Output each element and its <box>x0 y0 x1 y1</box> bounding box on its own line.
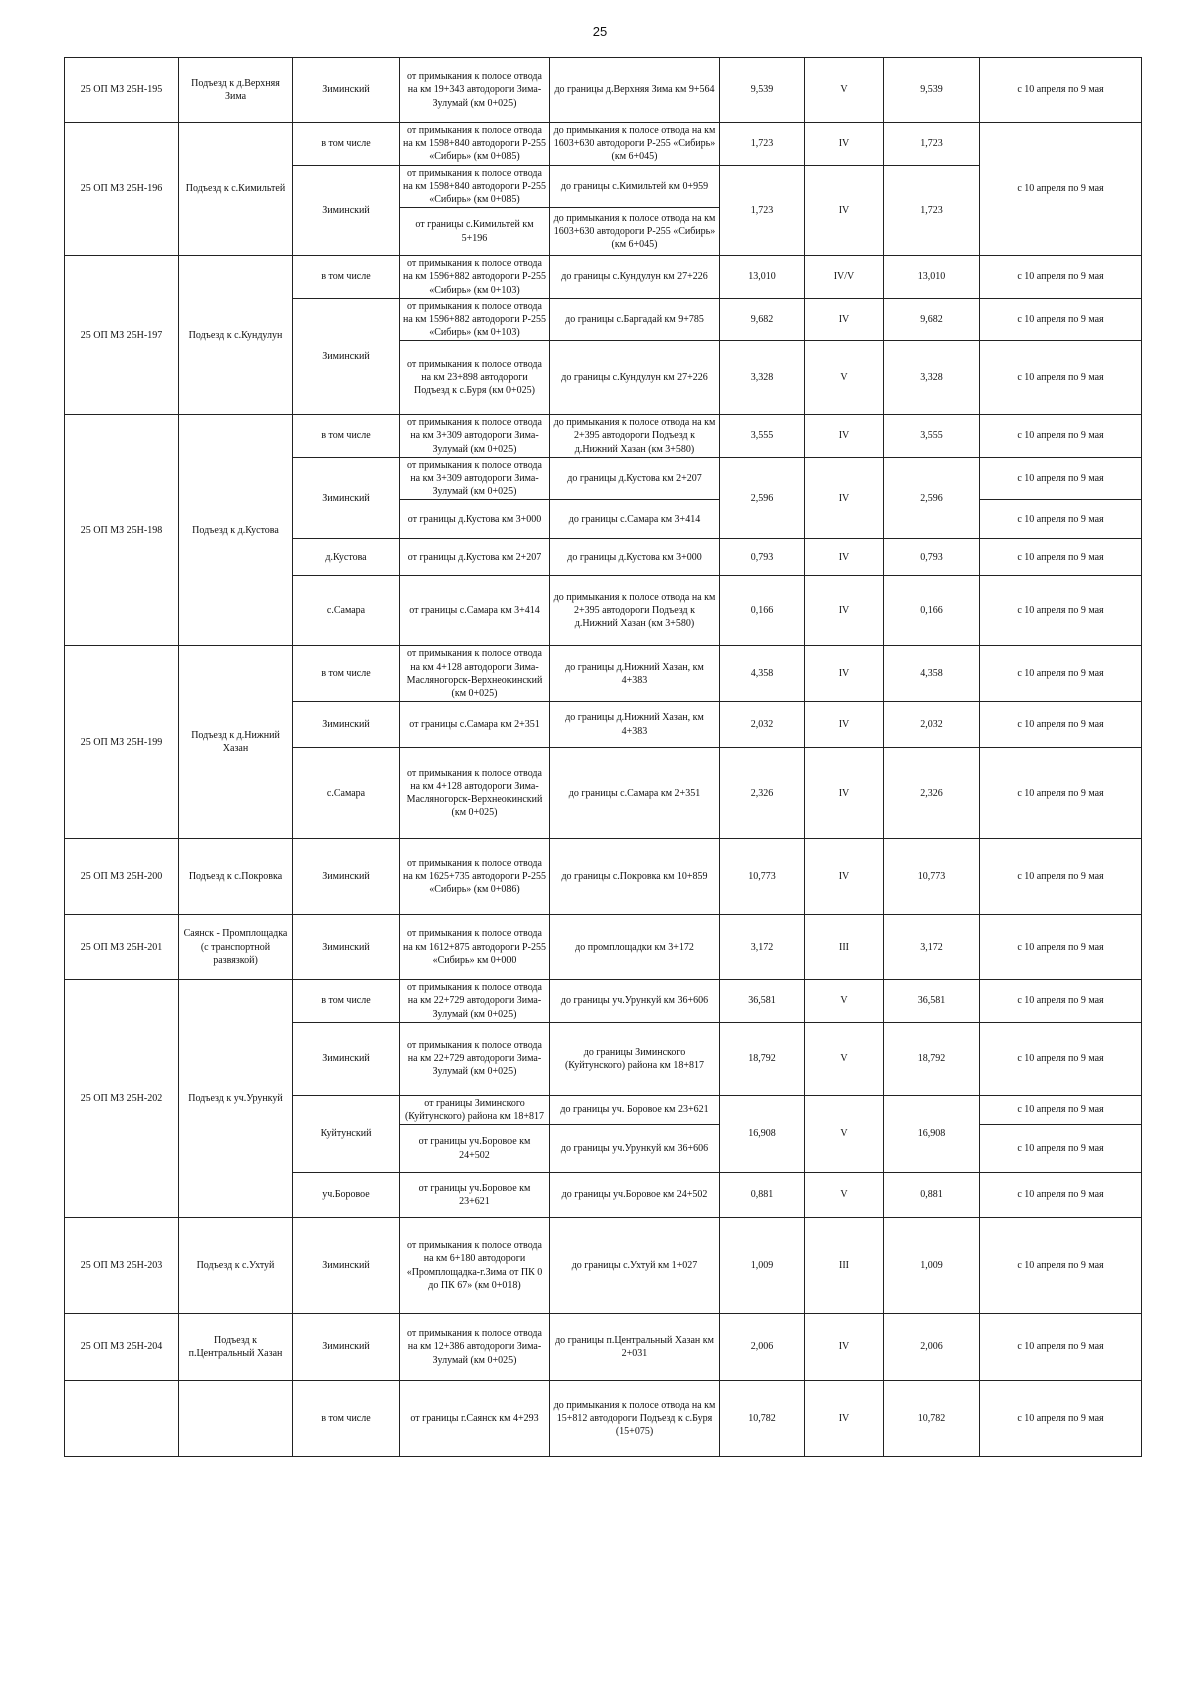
table-cell: в том числе <box>293 415 400 458</box>
table-cell: с 10 апреля по 9 мая <box>980 1381 1142 1457</box>
table-cell: от примыкания к полосе отвода на км 22+729 автодороги Зима-Зулумай (км 0+025) <box>400 1022 550 1095</box>
table-cell: Куйтунский <box>293 1095 400 1172</box>
table-cell: с.Самара <box>293 748 400 839</box>
table-cell: с 10 апреля по 9 мая <box>980 341 1142 415</box>
page-number: 25 <box>592 24 608 39</box>
table-cell: до границы уч.Урункуй км 36+606 <box>550 980 720 1023</box>
table-cell: 3,328 <box>884 341 980 415</box>
table-cell: Подъезд к с.Кимильтей <box>179 123 293 256</box>
table-cell <box>65 1381 179 1457</box>
table-cell: 4,358 <box>884 646 980 702</box>
table-cell: от примыкания к полосе отвода на км 4+128 автодороги Зима-Масляногорск-Верхнеокинский (км 0+025) <box>400 646 550 702</box>
table-cell: 0,166 <box>720 576 805 646</box>
table-cell: 2,032 <box>884 702 980 748</box>
table-cell: 1,009 <box>884 1218 980 1314</box>
table-cell: 0,793 <box>884 539 980 576</box>
table-cell: 1,723 <box>884 123 980 166</box>
table-cell: в том числе <box>293 123 400 166</box>
table-cell: 2,326 <box>720 748 805 839</box>
table-cell: с 10 апреля по 9 мая <box>980 1173 1142 1218</box>
table-cell: до границы с.Кундулун км 27+226 <box>550 256 720 299</box>
table-cell: с 10 апреля по 9 мая <box>980 123 1142 256</box>
table-cell: 2,596 <box>884 457 980 539</box>
table-cell: IV <box>805 839 884 915</box>
table-row <box>65 1314 1142 1381</box>
table-row <box>65 915 1142 980</box>
table-cell: Зиминский <box>293 58 400 123</box>
table-cell: 0,881 <box>720 1173 805 1218</box>
table-cell: Зиминский <box>293 915 400 980</box>
table-cell: от примыкания к полосе отвода на км 1596+882 автодороги Р-255 «Сибирь» (км 0+103) <box>400 256 550 299</box>
table-cell: IV <box>805 1381 884 1457</box>
table-cell: 2,006 <box>884 1314 980 1381</box>
table-cell: до границы с.Баргадай км 9+785 <box>550 298 720 341</box>
table-cell: до границы д.Кустова км 3+000 <box>550 539 720 576</box>
table-cell: IV/V <box>805 256 884 299</box>
table-cell: с 10 апреля по 9 мая <box>980 1022 1142 1095</box>
table-cell: 13,010 <box>720 256 805 299</box>
table-cell: уч.Боровое <box>293 1173 400 1218</box>
table-cell: до примыкания к полосе отвода на км 2+395 автодороги Подъезд к д.Нижний Хазан (км 3+580) <box>550 576 720 646</box>
table-cell: Подъезд к п.Центральный Хазан <box>179 1314 293 1381</box>
table-cell: от примыкания к полосе отвода на км 19+343 автодороги Зима-Зулумай (км 0+025) <box>400 58 550 123</box>
table-cell: 25 ОП МЗ 25Н-195 <box>65 58 179 123</box>
table-cell: до примыкания к полосе отвода на км 1603+630 автодороги Р-255 «Сибирь» (км 6+045) <box>550 208 720 256</box>
table-cell: 18,792 <box>720 1022 805 1095</box>
table-cell: 0,166 <box>884 576 980 646</box>
table-cell: до границы уч.Урункуй км 36+606 <box>550 1125 720 1173</box>
table-cell: 1,009 <box>720 1218 805 1314</box>
table-cell: 13,010 <box>884 256 980 299</box>
table-cell: до примыкания к полосе отвода на км 2+395 автодороги Подъезд к д.Нижний Хазан (км 3+580) <box>550 415 720 458</box>
table-cell: Зиминский <box>293 457 400 539</box>
table-cell: 1,723 <box>884 165 980 256</box>
table-cell: до границы с.Самара км 2+351 <box>550 748 720 839</box>
table-cell: в том числе <box>293 256 400 299</box>
table-body <box>65 58 1142 1457</box>
table-cell: 36,581 <box>720 980 805 1023</box>
table-cell: с 10 апреля по 9 мая <box>980 702 1142 748</box>
table-cell: до границы д.Нижний Хазан, км 4+383 <box>550 702 720 748</box>
table-cell: Подъезд к с.Ухтуй <box>179 1218 293 1314</box>
table-cell: 25 ОП МЗ 25Н-202 <box>65 980 179 1218</box>
table-cell: 9,682 <box>720 298 805 341</box>
table-cell: 2,032 <box>720 702 805 748</box>
table-row <box>65 123 1142 166</box>
table-cell: Подъезд к с.Кундулун <box>179 256 293 415</box>
table-cell: Подъезд к уч.Урункуй <box>179 980 293 1218</box>
table-cell: до границы д.Кустова км 2+207 <box>550 457 720 500</box>
table-cell: с 10 апреля по 9 мая <box>980 1095 1142 1124</box>
table-row <box>65 839 1142 915</box>
table-cell: 3,555 <box>720 415 805 458</box>
table-cell: 2,596 <box>720 457 805 539</box>
table-cell: до границы Зиминского (Куйтунского) района км 18+817 <box>550 1022 720 1095</box>
table-cell: 25 ОП МЗ 25Н-200 <box>65 839 179 915</box>
table-cell: от границы Зиминского (Куйтунского) района км 18+817 <box>400 1095 550 1124</box>
table-cell: 1,723 <box>720 123 805 166</box>
table-cell: V <box>805 1173 884 1218</box>
table-cell: от примыкания к полосе отвода на км 1598+840 автодороги Р-255 «Сибирь» (км 0+085) <box>400 123 550 166</box>
table-cell: до границы с.Самара км 3+414 <box>550 500 720 539</box>
table-cell: с 10 апреля по 9 мая <box>980 1218 1142 1314</box>
table-cell: IV <box>805 539 884 576</box>
table-cell: 25 ОП МЗ 25Н-201 <box>65 915 179 980</box>
table-cell: Подъезд к д.Нижний Хазан <box>179 646 293 839</box>
table-cell: от границы г.Саянск км 4+293 <box>400 1381 550 1457</box>
table-cell: от границы д.Кустова км 3+000 <box>400 500 550 539</box>
table-cell: 10,782 <box>720 1381 805 1457</box>
table-row <box>65 980 1142 1023</box>
table-cell: с 10 апреля по 9 мая <box>980 980 1142 1023</box>
table-cell: IV <box>805 298 884 341</box>
table-cell: Зиминский <box>293 1022 400 1095</box>
table-cell: 10,773 <box>720 839 805 915</box>
table-cell: с 10 апреля по 9 мая <box>980 748 1142 839</box>
table-cell: от границы с.Кимильтей км 5+196 <box>400 208 550 256</box>
table-row <box>65 1218 1142 1314</box>
table-cell: 16,908 <box>720 1095 805 1172</box>
table-cell: с 10 апреля по 9 мая <box>980 457 1142 500</box>
table-cell: 25 ОП МЗ 25Н-199 <box>65 646 179 839</box>
table-cell: до границы с.Кимильтей км 0+959 <box>550 165 720 208</box>
table-cell: Подъезд к д.Кустова <box>179 415 293 646</box>
table-cell: Зиминский <box>293 1314 400 1381</box>
table-cell: Зиминский <box>293 165 400 256</box>
table-cell: 25 ОП МЗ 25Н-203 <box>65 1218 179 1314</box>
table-cell: с.Самара <box>293 576 400 646</box>
table-row <box>65 1381 1142 1457</box>
table-row <box>65 646 1142 702</box>
table-cell: от примыкания к полосе отвода на км 23+898 автодороги Подъезд к с.Буря (км 0+025) <box>400 341 550 415</box>
table-cell: V <box>805 1022 884 1095</box>
table-cell: от границы уч.Боровое км 23+621 <box>400 1173 550 1218</box>
table-cell: с 10 апреля по 9 мая <box>980 576 1142 646</box>
table-cell: с 10 апреля по 9 мая <box>980 1125 1142 1173</box>
table-cell: с 10 апреля по 9 мая <box>980 539 1142 576</box>
table-cell: IV <box>805 576 884 646</box>
table-cell: с 10 апреля по 9 мая <box>980 58 1142 123</box>
table-cell: 3,172 <box>720 915 805 980</box>
table-cell: от примыкания к полосе отвода на км 1612+875 автодороги Р-255 «Сибирь» км 0+000 <box>400 915 550 980</box>
table-cell: до примыкания к полосе отвода на км 1603+630 автодороги Р-255 «Сибирь» (км 6+045) <box>550 123 720 166</box>
table-cell: 25 ОП МЗ 25Н-198 <box>65 415 179 646</box>
table-cell: с 10 апреля по 9 мая <box>980 915 1142 980</box>
table-cell: III <box>805 915 884 980</box>
table-cell: 36,581 <box>884 980 980 1023</box>
table-cell: IV <box>805 748 884 839</box>
table-cell: IV <box>805 457 884 539</box>
table-cell: IV <box>805 702 884 748</box>
table-cell: от примыкания к полосе отвода на км 12+386 автодороги Зима-Зулумай (км 0+025) <box>400 1314 550 1381</box>
table-cell: с 10 апреля по 9 мая <box>980 298 1142 341</box>
table-cell: 2,326 <box>884 748 980 839</box>
table-cell: до примыкания к полосе отвода на км 15+812 автодороги Подъезд к с.Буря (15+075) <box>550 1381 720 1457</box>
table-cell: 1,723 <box>720 165 805 256</box>
table-cell: III <box>805 1218 884 1314</box>
table-cell: в том числе <box>293 980 400 1023</box>
table-cell: от границы с.Самара км 3+414 <box>400 576 550 646</box>
table-cell: Зиминский <box>293 298 400 415</box>
table-cell: 0,793 <box>720 539 805 576</box>
table-cell: V <box>805 980 884 1023</box>
table-cell: от примыкания к полосе отвода на км 6+180 автодороги «Промплощадка-г.Зима от ПК 0 до ПК 67» (км 0+018) <box>400 1218 550 1314</box>
table-cell: 9,682 <box>884 298 980 341</box>
roads-table <box>64 57 1142 1457</box>
table-cell: от примыкания к полосе отвода на км 3+309 автодороги Зима-Зулумай (км 0+025) <box>400 415 550 458</box>
table-cell: до границы д.Верхняя Зима км 9+564 <box>550 58 720 123</box>
table-cell: 4,358 <box>720 646 805 702</box>
table-cell: от примыкания к полосе отвода на км 22+729 автодороги Зима-Зулумай (км 0+025) <box>400 980 550 1023</box>
table-cell: 10,773 <box>884 839 980 915</box>
table-cell: 18,792 <box>884 1022 980 1095</box>
table-cell: от границы уч.Боровое км 24+502 <box>400 1125 550 1173</box>
table-cell: в том числе <box>293 1381 400 1457</box>
table-cell: V <box>805 1095 884 1172</box>
table-cell: до границы с.Покровка км 10+859 <box>550 839 720 915</box>
table-cell: Зиминский <box>293 702 400 748</box>
table-cell: от примыкания к полосе отвода на км 4+128 автодороги Зима-Масляногорск-Верхнеокинский (км 0+025) <box>400 748 550 839</box>
table-cell: д.Кустова <box>293 539 400 576</box>
table-cell: 25 ОП МЗ 25Н-196 <box>65 123 179 256</box>
table-cell: с 10 апреля по 9 мая <box>980 646 1142 702</box>
table-cell <box>179 1381 293 1457</box>
table-cell: 25 ОП МЗ 25Н-204 <box>65 1314 179 1381</box>
table-cell: до промплощадки км 3+172 <box>550 915 720 980</box>
table-cell: 0,881 <box>884 1173 980 1218</box>
table-cell: Подъезд к д.Верхняя Зима <box>179 58 293 123</box>
table-cell: 3,328 <box>720 341 805 415</box>
table-cell: 3,555 <box>884 415 980 458</box>
table-cell: от примыкания к полосе отвода на км 3+309 автодороги Зима-Зулумай (км 0+025) <box>400 457 550 500</box>
table-cell: до границы уч. Боровое км 23+621 <box>550 1095 720 1124</box>
table-cell: V <box>805 341 884 415</box>
table-cell: V <box>805 58 884 123</box>
table-cell: от примыкания к полосе отвода на км 1625+735 автодороги Р-255 «Сибирь» (км 0+086) <box>400 839 550 915</box>
table-cell: 2,006 <box>720 1314 805 1381</box>
table-cell: IV <box>805 1314 884 1381</box>
table-cell: с 10 апреля по 9 мая <box>980 839 1142 915</box>
table-cell: от примыкания к полосе отвода на км 1598+840 автодороги Р-255 «Сибирь» (км 0+085) <box>400 165 550 208</box>
table-cell: от границы с.Самара км 2+351 <box>400 702 550 748</box>
table-cell: 9,539 <box>884 58 980 123</box>
table-row <box>65 58 1142 123</box>
table-cell: с 10 апреля по 9 мая <box>980 415 1142 458</box>
table-cell: до границы с.Ухтуй км 1+027 <box>550 1218 720 1314</box>
table-row <box>65 256 1142 299</box>
table-cell: от границы д.Кустова км 2+207 <box>400 539 550 576</box>
table-cell: 3,172 <box>884 915 980 980</box>
table-cell: IV <box>805 123 884 166</box>
table-cell: 10,782 <box>884 1381 980 1457</box>
table-cell: с 10 апреля по 9 мая <box>980 256 1142 299</box>
table-cell: IV <box>805 646 884 702</box>
table-cell: Зиминский <box>293 1218 400 1314</box>
table-cell: 9,539 <box>720 58 805 123</box>
table-cell: от примыкания к полосе отвода на км 1596+882 автодороги Р-255 «Сибирь» (км 0+103) <box>400 298 550 341</box>
table-cell: 25 ОП МЗ 25Н-197 <box>65 256 179 415</box>
table-row <box>65 415 1142 458</box>
table-cell: Подъезд к с.Покровка <box>179 839 293 915</box>
table-cell: 16,908 <box>884 1095 980 1172</box>
table-cell: до границы п.Центральный Хазан км 2+031 <box>550 1314 720 1381</box>
table-cell: IV <box>805 165 884 256</box>
table-cell: до границы д.Нижний Хазан, км 4+383 <box>550 646 720 702</box>
table-cell: Зиминский <box>293 839 400 915</box>
table-cell: с 10 апреля по 9 мая <box>980 1314 1142 1381</box>
table-cell: в том числе <box>293 646 400 702</box>
table-cell: IV <box>805 415 884 458</box>
table-cell: до границы с.Кундулун км 27+226 <box>550 341 720 415</box>
table-cell: с 10 апреля по 9 мая <box>980 500 1142 539</box>
table-cell: до границы уч.Боровое км 24+502 <box>550 1173 720 1218</box>
table-cell: Саянск - Промплощадка (с транспортной развязкой) <box>179 915 293 980</box>
